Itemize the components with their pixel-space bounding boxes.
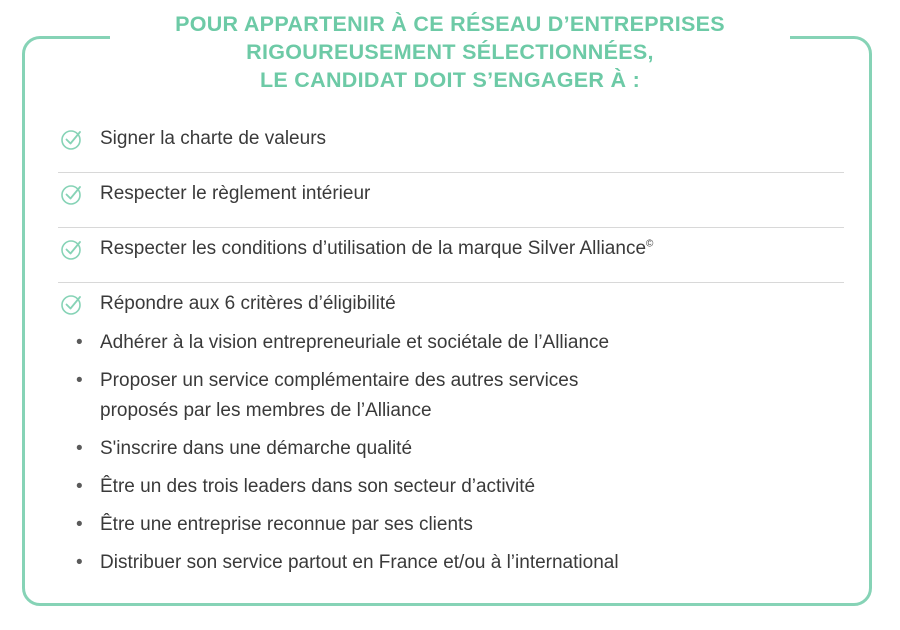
criteria-item xyxy=(58,472,844,502)
check-circle-icon xyxy=(60,237,84,261)
criteria-label: Être une entreprise reconnue par ses clients xyxy=(100,514,473,535)
criteria-label: Distribuer son service partout en France et/ou à l’international xyxy=(100,552,619,573)
criteria-label: Adhérer à la vision entrepreneuriale et sociétale de l’Alliance xyxy=(100,332,610,353)
checklist-item-charte xyxy=(58,117,844,173)
criteria-item xyxy=(58,434,844,464)
criteria-label xyxy=(100,366,760,426)
criteria-label-line-2: proposés par les membres de l’Alliance xyxy=(100,400,432,421)
bullet-dot-icon: • xyxy=(76,370,83,391)
criteria-item xyxy=(58,328,844,358)
criteria-item xyxy=(58,366,844,426)
checklist-item-label: Respecter le règlement intérieur xyxy=(100,183,371,204)
check-circle-icon xyxy=(60,292,84,316)
criteria-item xyxy=(58,510,844,540)
bullet-dot-icon: • xyxy=(76,552,83,573)
check-circle-icon xyxy=(60,182,84,206)
bullet-dot-icon: • xyxy=(76,438,83,459)
checklist-item-marque xyxy=(58,227,844,283)
criteria-label: Être un des trois leaders dans son secteur d’activité xyxy=(100,476,536,497)
bullet-dot-icon: • xyxy=(76,332,83,353)
checklist-item-reglement xyxy=(58,172,844,228)
copyright-mark: © xyxy=(646,238,654,250)
page-title xyxy=(110,10,790,94)
checklist-item-text: Respecter les conditions d’utilisation de la marque Silver Alliance xyxy=(100,238,647,259)
title-line-3: LE CANDIDAT DOIT S’ENGAGER À : xyxy=(259,68,641,92)
checklist-item-label: Répondre aux 6 critères d’éligibilité xyxy=(100,293,396,314)
title-line-2: RIGOUREUSEMENT SÉLECTIONNÉES, xyxy=(246,40,654,64)
checklist-item-label xyxy=(100,237,653,261)
criteria-item xyxy=(58,548,844,578)
bullet-dot-icon: • xyxy=(76,476,83,497)
title-line-1: POUR APPARTENIR À CE RÉSEAU D’ENTREPRISES xyxy=(175,12,725,36)
check-circle-icon xyxy=(60,127,84,151)
criteria-label: S'inscrire dans une démarche qualité xyxy=(100,438,413,459)
criteria-label-line-1: Proposer un service complémentaire des autres services xyxy=(100,370,579,391)
bullet-dot-icon: • xyxy=(76,514,83,535)
checklist-item-label: Signer la charte de valeurs xyxy=(100,128,327,149)
